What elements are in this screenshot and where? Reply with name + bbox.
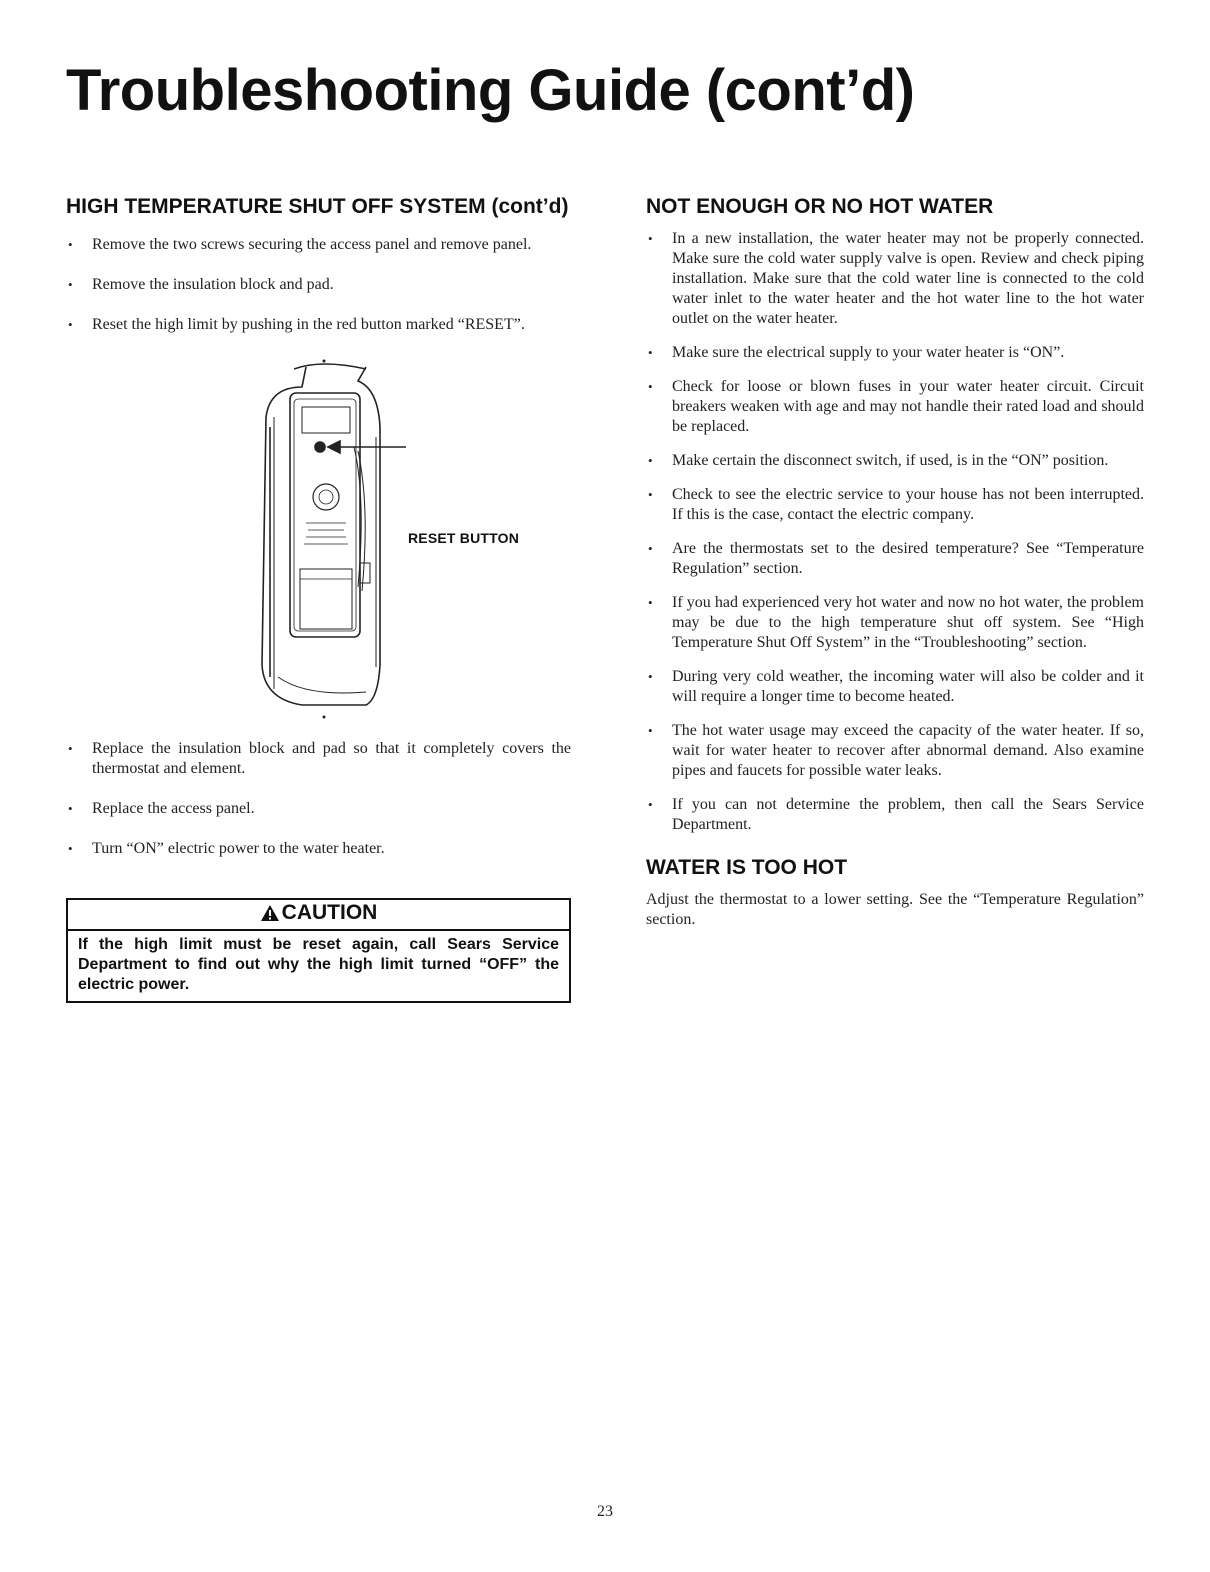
- section-heading-no-hot-water: NOT ENOUGH OR NO HOT WATER: [646, 195, 994, 218]
- thermostat-figure: [66, 347, 571, 727]
- section-heading-too-hot: WATER IS TOO HOT: [646, 856, 848, 879]
- bullet-list-bottom: [66, 739, 571, 859]
- list-item: • Replace the access panel.: [66, 799, 571, 819]
- section-heading-high-temp: HIGH TEMPERATURE SHUT OFF SYSTEM (cont’d): [66, 195, 569, 218]
- page-title: Troubleshooting Guide (cont’d): [66, 58, 915, 123]
- list-item: • Are the thermostats set to the desired temperature? See “Temperature Regulation” section.: [646, 539, 1144, 579]
- list-item: • Reset the high limit by pushing in the red button marked “RESET”.: [66, 315, 571, 335]
- warning-triangle-icon: [260, 903, 280, 929]
- left-column: [66, 196, 571, 879]
- list-item: • Make certain the disconnect switch, if used, is in the “ON” position.: [646, 451, 1144, 471]
- list-item: • Replace the insulation block and pad so that it completely covers the thermostat and element.: [66, 739, 571, 779]
- list-item: • If you had experienced very hot water and now no hot water, the problem may be due to the high temperature shut off system. See “High Temperature Shut Off System” in the “Troubleshooting” section.: [646, 593, 1144, 653]
- right-column: [646, 196, 1144, 930]
- caution-text: If the high limit must be reset again, call Sears Service Department to find out why the high limit turned “OFF” the electric power.: [78, 936, 559, 993]
- list-item: • Remove the two screws securing the access panel and remove panel.: [66, 235, 571, 255]
- page-number: 23: [597, 1503, 613, 1520]
- too-hot-text: Adjust the thermostat to a lower setting. See the “Temperature Regulation” section.: [646, 891, 1144, 928]
- caution-box: [66, 898, 571, 1003]
- reset-button-label: RESET BUTTON: [408, 530, 520, 546]
- list-item: • If you can not determine the problem, then call the Sears Service Department.: [646, 795, 1144, 835]
- list-item: • Check to see the electric service to your house has not been interrupted. If this is the case, contact the electric company.: [646, 485, 1144, 525]
- list-item: • Check for loose or blown fuses in your water heater circuit. Circuit breakers weaken with age and may not handle their rated load and should be replaced.: [646, 377, 1144, 437]
- caution-title: CAUTION: [281, 901, 378, 924]
- list-item: • During very cold weather, the incoming water will also be colder and it will require a longer time to become heated.: [646, 667, 1144, 707]
- list-item: • In a new installation, the water heater may not be properly connected. Make sure the cold water supply valve is open. Review and check piping installation. Make sure that the cold water line is connected to the cold water inlet to the water heater and the hot water line to the hot water outlet on the water heater.: [646, 229, 1144, 329]
- list-item: • Make sure the electrical supply to your water heater is “ON”.: [646, 343, 1144, 363]
- caution-header: [68, 900, 569, 931]
- list-item: • Turn “ON” electric power to the water heater.: [66, 839, 571, 859]
- list-item: • The hot water usage may exceed the capacity of the water heater. If so, wait for water heater to recover after abnormal demand. Also examine pipes and faucets for possible water leaks.: [646, 721, 1144, 781]
- list-item: • Remove the insulation block and pad.: [66, 275, 571, 295]
- bullet-list-top: [66, 235, 571, 335]
- bullet-list-no-hot-water: [646, 229, 1144, 835]
